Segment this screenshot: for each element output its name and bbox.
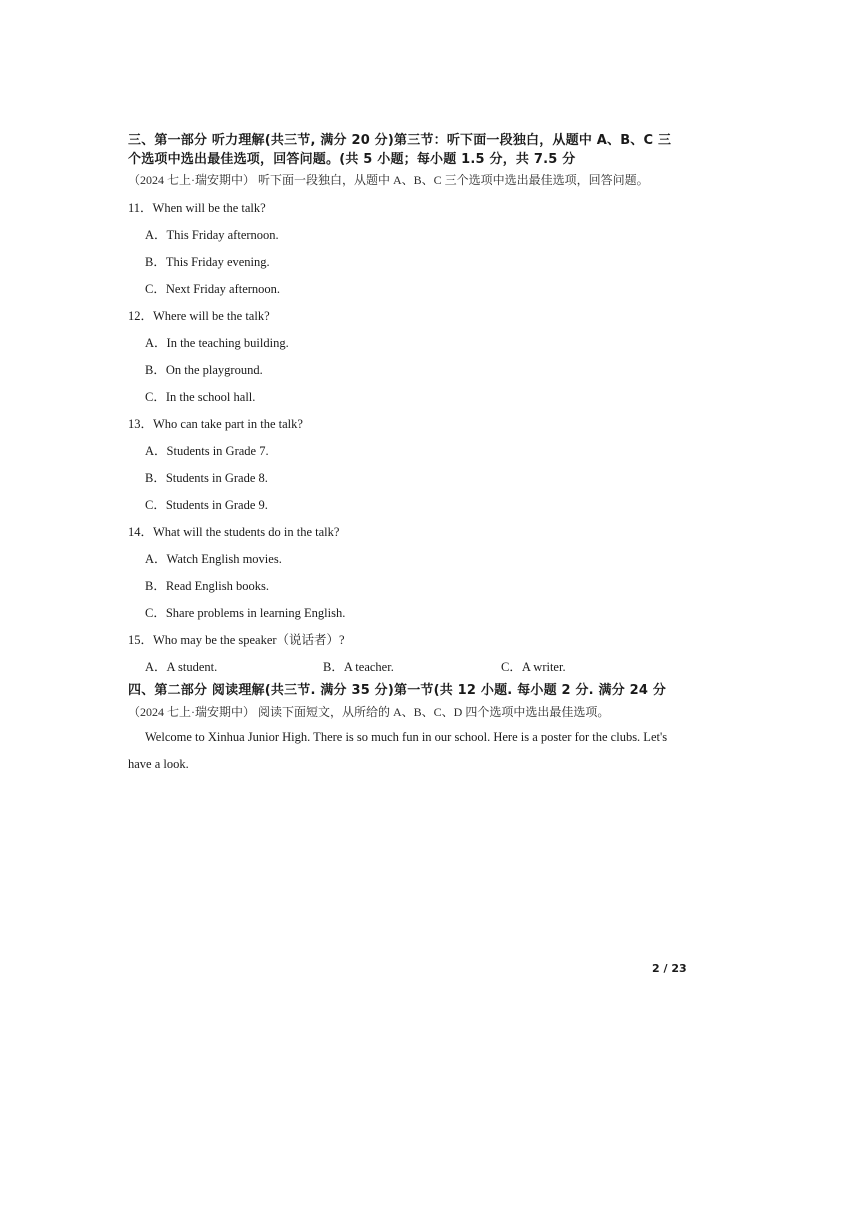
question-13-stem: 13．Who can take part in the talk?: [128, 417, 303, 431]
question-14-option-c: C．Share problems in learning English.: [145, 606, 346, 620]
question-11-option-b: B．This Friday evening.: [145, 255, 270, 269]
section-3-heading-line-2: 个选项中选出最佳选项，回答问题。(共 5 小题；每小题 1.5 分，共 7.5 分: [128, 152, 576, 167]
question-11-stem: 11．When will be the talk?: [128, 201, 266, 215]
section-4-source-note: （2024 七上·瑞安期中） 阅读下面短文，从所给的 A、B、C、D 四个选项中选出最佳选项。: [128, 705, 610, 719]
question-12-stem: 12．Where will be the talk?: [128, 309, 270, 323]
question-15-option-a: A．A student.: [145, 660, 218, 674]
question-13-option-c: C．Students in Grade 9.: [145, 498, 268, 512]
passage-line-2: have a look.: [128, 757, 189, 771]
question-12-option-c: C．In the school hall.: [145, 390, 256, 404]
question-12-option-b: B．On the playground.: [145, 363, 263, 377]
question-14-stem: 14．What will the students do in the talk?: [128, 525, 340, 539]
question-15-option-c: C．A writer.: [501, 660, 566, 674]
passage-line-1: Welcome to Xinhua Junior High. There is so much fun in our school. Here is a poster for the clubs. Let's: [145, 730, 668, 744]
section-3-source-note: （2024 七上·瑞安期中） 听下面一段独白，从题中 A、B、C 三个选项中选出最佳选项，回答问题。: [128, 173, 649, 187]
section-4-heading: 四、第二部分 阅读理解(共三节. 满分 35 分)第一节(共 12 小题. 每小题 2 分. 满分 24 分: [128, 683, 667, 698]
section-3-heading-line-1: 三、第一部分 听力理解(共三节, 满分 20 分)第三节：听下面一段独白，从题中 A、B、C 三: [128, 133, 672, 148]
question-14-option-b: B．Read English books.: [145, 579, 269, 593]
question-12-option-a: A．In the teaching building.: [145, 336, 289, 350]
question-11-option-c: C．Next Friday afternoon.: [145, 282, 281, 296]
question-15-stem: 15．Who may be the speaker（说话者）?: [128, 633, 345, 647]
question-11-option-a: A．This Friday afternoon.: [145, 228, 279, 242]
question-15-option-b: B．A teacher.: [323, 660, 394, 674]
question-13-option-a: A．Students in Grade 7.: [145, 444, 269, 458]
question-13-option-b: B．Students in Grade 8.: [145, 471, 268, 485]
page-number: 2 / 23: [652, 962, 687, 975]
question-14-option-a: A．Watch English movies.: [145, 552, 282, 566]
